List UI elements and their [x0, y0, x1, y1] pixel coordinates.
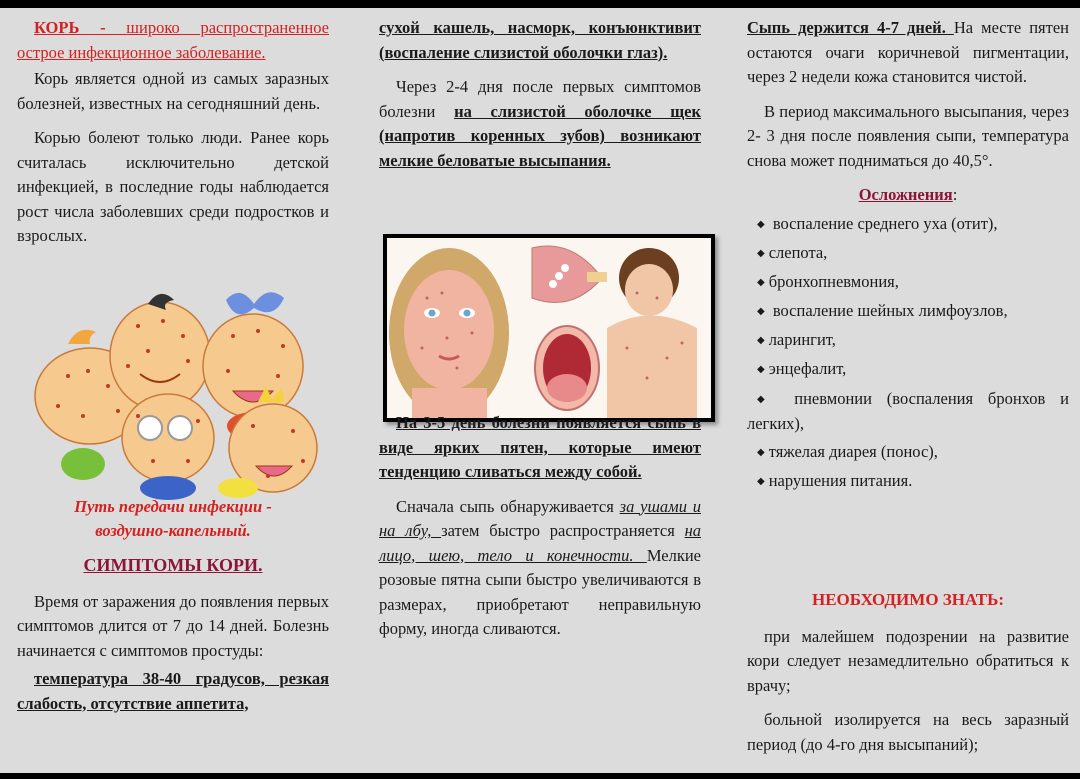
- list-item: ◆ пневмонии (воспаления бронхов и легких),: [747, 388, 1069, 433]
- para-only-humans: Корью болеют только люди. Ранее корь считалась исключительно детской инфекцией, в последние годы наблюдается рост числа заболевших среди подростков и взрослых.: [17, 128, 329, 245]
- baby-top: [110, 294, 210, 410]
- koplik-plain: Через 2-4 дня после первых симптомов болезни: [379, 77, 701, 121]
- column-1-lower: [17, 495, 329, 716]
- para-max-rash: В период максимального высыпания, через 2- 3 дня после появления сыпи, температура снова может подниматься до 40,5°.: [747, 101, 1069, 170]
- symptoms-list-bold: температура 38-40 градусов, резкая слабость, отсутствие аппетита,: [17, 669, 329, 713]
- must-know-item-1: при малейшем подозрении на развитие кори следует незамедлительно обратиться к врачу;: [747, 626, 1069, 695]
- bullet-icon: ◆: [757, 276, 765, 288]
- column-2-lower: [379, 411, 701, 642]
- intro-definition: [17, 16, 329, 65]
- list-item: ◆ воспаление среднего уха (отит),: [757, 213, 998, 233]
- spread-c: затем быстро распространяется: [441, 521, 685, 540]
- complications-colon: :: [952, 185, 958, 204]
- list-item: ◆ ларингит,: [757, 330, 836, 350]
- bullet-icon: ◆: [757, 218, 765, 230]
- mouth-cheek-spots: [532, 246, 607, 303]
- spread-a: Сначала сыпь обнаруживается: [396, 496, 620, 516]
- column-1: [17, 16, 329, 249]
- leaflet-page: [0, 8, 1080, 773]
- para-rash-duration: [747, 16, 1069, 90]
- column-3-lower: [747, 588, 1069, 757]
- para-rash-spread: [379, 495, 701, 642]
- rash-duration-rest: На месте пятен остаются очаги коричневой пигментации, через 2 недели кожа становится чистой.: [747, 18, 1069, 86]
- transmission-line-1: Путь передачи инфекции -: [74, 497, 272, 516]
- list-item: ◆ нарушения питания.: [757, 471, 913, 490]
- transmission-line-2: воздушно-капельный.: [95, 521, 251, 540]
- open-throat: [535, 326, 599, 410]
- intro-rest: широко распространенное острое инфекционное заболевание.: [17, 18, 330, 62]
- bullet-icon: ◆: [757, 247, 765, 259]
- measles-symptoms-image: [387, 238, 711, 418]
- spread-d: на лицо, шею, тело и конечности.: [379, 521, 702, 565]
- bullet-icon: ◆: [757, 476, 765, 487]
- girl-face-with-rash: [389, 248, 509, 418]
- cartoon-babies-with-rash: [28, 276, 328, 502]
- para-contagious: Корь является одной из самых заразных болезней, известных на сегодняшний день.: [17, 69, 329, 113]
- complications-heading-line: [747, 183, 1069, 208]
- spread-b: за ушами и на лбу,: [379, 496, 701, 540]
- list-item: ◆ воспаление шейных лимфоузлов,: [757, 301, 1008, 321]
- bullet-icon: ◆: [757, 446, 765, 458]
- list-item: ◆ энцефалит,: [757, 359, 847, 379]
- para-rash-appearance: На 3-5 день болезни появляется сыпь в виде ярких пятен, которые имеют тенденцию сливаться между собой.: [379, 413, 701, 481]
- intro-title: КОРЬ -: [34, 18, 127, 37]
- bullet-icon: ◆: [757, 393, 776, 405]
- para-incubation: Время от заражения до появления первых симптомов длится от 7 до 14 дней. Болезнь начинается с симптомов простуды:: [17, 591, 329, 660]
- spread-e: Мелкие розовые пятна сыпи быстро увеличиваются в размерах, приобретают неправильную форму, иногда сливаются.: [379, 545, 701, 638]
- rash-duration-bold: Сыпь держится 4-7 дней.: [747, 18, 954, 37]
- boy-with-rash: [607, 248, 697, 418]
- bullet-icon: ◆: [757, 335, 765, 347]
- complications-heading: Осложнения: [858, 185, 953, 204]
- list-item: ◆ слепота,: [757, 242, 828, 262]
- must-know-item-2: больной изолируется на весь заразный период (до 4-го дня высыпаний);: [747, 710, 1069, 754]
- column-2: [379, 16, 701, 173]
- measles-illustration-photo: [383, 234, 715, 422]
- symptoms-list-bold-cont: сухой кашель, насморк, конъюнктивит (воспаление слизистой оболочки глаз).: [379, 18, 701, 62]
- transmission-route: [17, 495, 329, 543]
- para-koplik-spots: [379, 75, 701, 173]
- list-item: ◆ тяжелая диарея (понос),: [757, 441, 938, 461]
- baby-glasses: [122, 394, 214, 500]
- bullet-icon: ◆: [757, 306, 765, 318]
- bullet-icon: ◆: [757, 364, 765, 376]
- must-know-heading: НЕОБХОДИМО ЗНАТЬ:: [811, 590, 1005, 609]
- complications-list: [747, 212, 1069, 495]
- koplik-bold: на слизистой оболочке щек (напротив коренных зубов) возникают мелкие беловатые высыпания.: [379, 101, 701, 170]
- list-item: ◆ бронхопневмония,: [757, 271, 899, 291]
- symptoms-heading: СИМПТОМЫ КОРИ.: [83, 555, 263, 575]
- column-3: [747, 16, 1069, 498]
